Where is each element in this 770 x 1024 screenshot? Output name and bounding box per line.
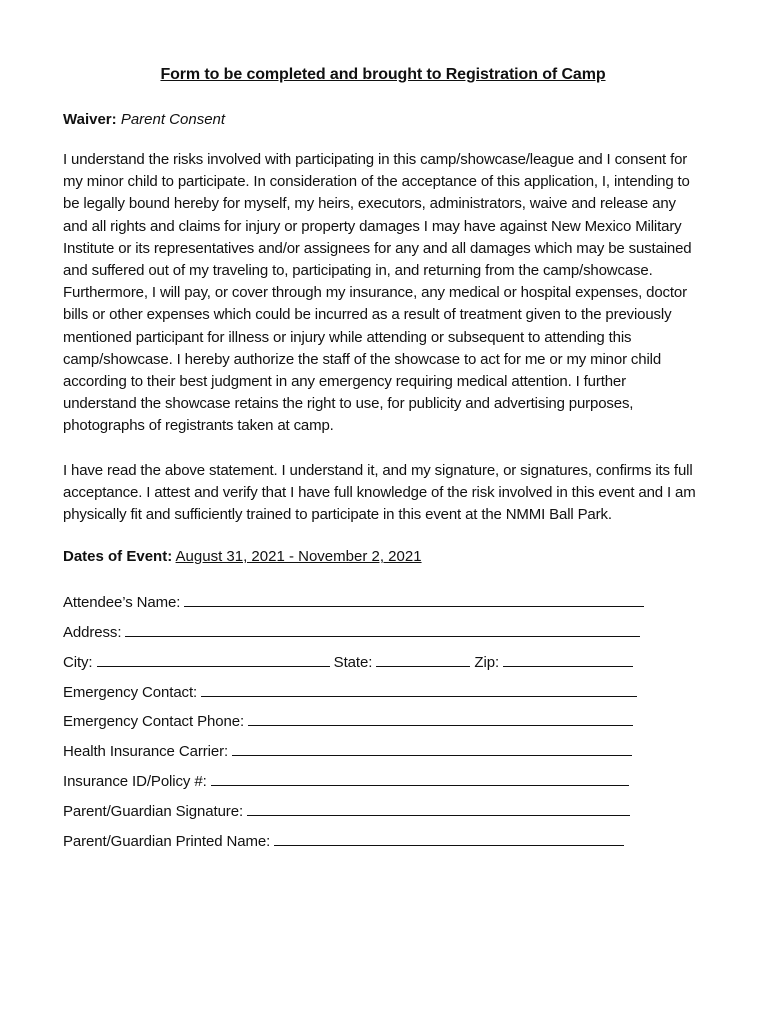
emergency-contact-label: Emergency Contact: — [63, 683, 198, 701]
insurance-carrier-row — [63, 741, 703, 771]
insurance-carrier-field[interactable] — [232, 741, 632, 756]
city-field[interactable] — [97, 652, 330, 667]
emergency-phone-field[interactable] — [248, 711, 633, 726]
attendee-name-label: Attendee’s Name: — [63, 594, 181, 612]
zip-field[interactable] — [503, 652, 633, 667]
waiver-value: Parent Consent — [120, 111, 226, 128]
emergency-contact-row — [63, 682, 703, 712]
form-title: Form to be completed and brought to Registration of Camp — [160, 66, 606, 83]
emergency-contact-field[interactable] — [201, 682, 637, 697]
insurance-id-row — [63, 771, 703, 801]
guardian-printed-name-label: Parent/Guardian Printed Name: — [63, 832, 271, 850]
event-dates — [63, 548, 703, 565]
city-state-zip-row — [63, 652, 703, 682]
guardian-signature-row — [63, 801, 703, 831]
emergency-phone-row — [63, 711, 703, 741]
insurance-carrier-label: Health Insurance Carrier: — [63, 743, 229, 761]
insurance-id-field[interactable] — [211, 771, 629, 786]
guardian-signature-field[interactable] — [247, 801, 630, 816]
attendee-name-row — [63, 592, 703, 622]
address-label: Address: — [63, 624, 122, 642]
city-label: City: — [63, 653, 93, 671]
guardian-printed-name-field[interactable] — [274, 831, 624, 846]
acknowledgement-paragraph: I have read the above statement. I understand it, and my signature, or signatures, confirms its full acceptance. I attest and verify that I have full knowledge of the risk involved in this event and I am physically fit and sufficiently trained to participate in this event at the NMMI Ball Park. — [63, 461, 696, 524]
dates-value: August 31, 2021 - November 2, 2021 — [175, 548, 422, 566]
address-row — [63, 622, 703, 652]
zip-label: Zip: — [474, 653, 500, 671]
state-label: State: — [333, 653, 373, 671]
attendee-name-field[interactable] — [184, 592, 644, 607]
waiver-line — [63, 111, 703, 128]
dates-label: Dates of Event: — [63, 548, 173, 566]
address-field[interactable] — [125, 622, 640, 637]
guardian-printed-name-row — [63, 831, 703, 861]
registration-form — [63, 66, 703, 860]
waiver-label: Waiver: — [63, 111, 117, 128]
consent-paragraph: I understand the risks involved with participating in this camp/showcase/league and I consent for my minor child to participate. In consideration of the acceptance of this application, I, intending to be legally bound hereby for myself, my heirs, executors, administrators, waive and release any and all rights and claims for injury or property damages I may have against New Mexico Military Institute or its representatives and/or assignees for any and all damages which may be sustained and suffered out of my traveling to, participating in, and returning from the camp/showcase. Furthermore, I will pay, or cover through my insurance, any medical or hospital expenses, doctor bills or other expenses which could be incurred as a result of treatment given to the previously mentioned participant for illness or injury while attending or subsequent to attending this camp/showcase. I hereby authorize the staff of the showcase to act for me or my minor child according to their best judgment in any emergency requiring medical attention. I further understand the showcase retains the right to use, for publicity and advertising purposes, photographs of registrants taken at camp. — [63, 151, 692, 435]
state-field[interactable] — [376, 652, 470, 667]
guardian-signature-label: Parent/Guardian Signature: — [63, 802, 244, 820]
emergency-phone-label: Emergency Contact Phone: — [63, 713, 245, 731]
insurance-id-label: Insurance ID/Policy #: — [63, 773, 207, 791]
